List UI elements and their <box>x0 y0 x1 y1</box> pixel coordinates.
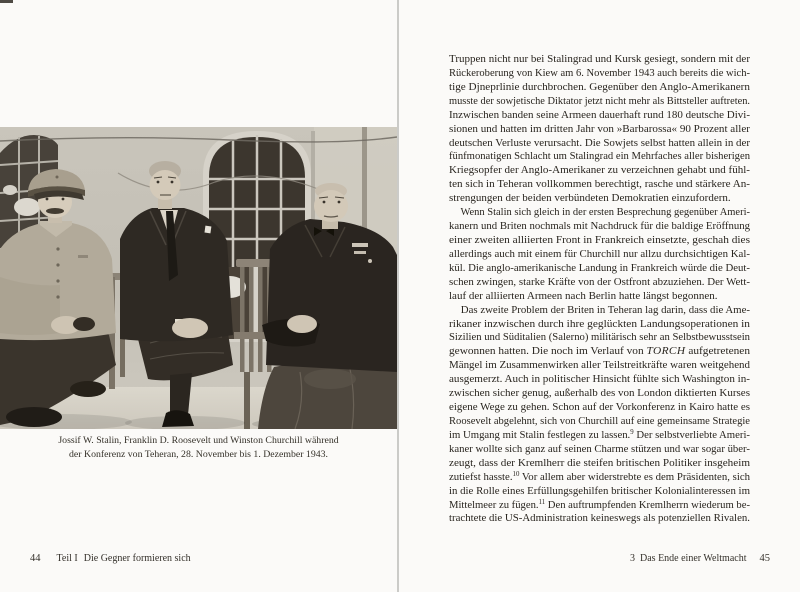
body-text <box>449 53 750 526</box>
body-text-line: Mängel im Zusammenwirken aller Teilstreitkräfte waren weitgehend <box>449 359 750 372</box>
body-text-line: allerdings auch mit einem für Churchill nur allzu durchsichtigen Kal- <box>449 247 750 260</box>
body-text-line: rikaner inzwischen durch ihre geglückten Landungsoperationen in <box>449 317 750 330</box>
body-text-line: in die Rolle eines Erfüllungsgehilfen britischer Kolonialinteressen im <box>449 484 750 497</box>
body-text-line: Rückeroberung von Kiew am 6. November 1943 auch bereits die wich- <box>449 66 750 79</box>
body-text-line: ausgemerzt. Auch in politischer Hinsicht fühlte sich Washington in- <box>449 373 750 386</box>
body-text-line: gewonnen hatten. Die noch im Verlauf von TORCH aufgetretenen <box>449 345 750 358</box>
scan-artifact <box>0 0 13 3</box>
left-chapter-title: Die Gegner formieren sich <box>83 553 191 564</box>
photo-caption-line-1: Jossif W. Stalin, Franklin D. Roosevelt und Winston Churchill während <box>58 435 339 446</box>
body-text-line: Das zweite Problem der Briten in Teheran lag darin, dass die Ame- <box>460 303 750 316</box>
part-label: Teil I <box>56 553 78 564</box>
body-text-line: fünfmonatigen Schlacht um Stalingrad ein Mehrfaches aller bisherigen <box>449 150 750 163</box>
photo-caption-line-2: der Konferenz von Teheran, 28. November bis 1. Dezember 1943. <box>69 448 328 460</box>
body-text-line: kanern und Briten nochmals mit Nachdruck für die baldige Eröffnung <box>449 220 750 233</box>
left-page-number: 44 <box>30 553 41 564</box>
chapter-number: 3 <box>630 553 636 564</box>
page-gutter <box>397 0 399 592</box>
body-text-line: Roosevelt abgelehnt, sich von Churchill auf eine gemeinsame Strategie <box>449 414 750 427</box>
body-text-line: zeugt, dass der Kremlherr die steifen britischen Politiker insgeheim <box>449 456 750 469</box>
body-text-line: eigene Wege zu gehen. Schon auf der Vorkonferenz in Kairo hatte es <box>449 401 750 414</box>
body-text-line: Kriegsopfer der Anglo-Amerikaner zu verzeichnen gehabt und fühl- <box>449 164 750 177</box>
tehran-conference-photo-art <box>0 127 397 429</box>
body-text-line: Wenn Stalin sich gleich in der ersten Besprechung gegenüber Ameri- <box>460 206 750 219</box>
photo-caption <box>0 434 397 461</box>
body-text-line: lauf der alliierten Armeen nach Berlin hatte längst begonnen. <box>449 289 718 302</box>
body-text-line: zwischen sicher genug, außerhalb des von London diktierten Kurses <box>449 387 750 400</box>
body-text-line: kül. Die anglo-amerikanische Landung in Frankreich würde die Deut- <box>449 261 750 274</box>
body-text-line: ten sich in Teheran vollkommen berechtigt, rasche und stärkere An- <box>449 178 750 191</box>
right-page-footer <box>630 553 770 564</box>
body-text-line: Sizilien und Süditalien (Salerno) militärisch sehr an Selbstbewusstsein <box>449 331 750 344</box>
body-text-line: trachtete die US-Administration keineswegs als potenziellen Rivalen. <box>449 512 750 525</box>
body-text-line: Mittelmeer zu fügen.$^{11}$ Den auftrumpfenden Kremlherrn wiederum be- <box>449 497 750 511</box>
body-text-line: kaner wollte sich ganz auf seinen Charme stützen und war sogar über- <box>449 442 750 455</box>
right-page-number: 45 <box>759 553 770 564</box>
body-text-line: Truppen nicht nur bei Stalingrad und Kursk gesiegt, sondern mit der <box>449 53 750 65</box>
body-text-line: deutschen Verluste verursacht. Die Sowjets selbst hatten allein in der <box>449 136 750 149</box>
body-text-line: im Umgang mit Stalin festlegen zu lassen.$^9$ Der selbstverliebte Ameri- <box>449 427 750 441</box>
body-text-line: Inzwischen banden seine Armeen dauerhaft rund 180 deutsche Divi- <box>449 108 750 121</box>
body-text-line: schen zwingen, starke Kräfte von der Ostfront abzuziehen. Der Wett- <box>449 275 750 288</box>
body-text-line: sionen und hatten im dritten Jahr von »Barbarossa« 90 Prozent aller <box>449 122 750 135</box>
body-text-line: einer zweiten alliierten Front in Frankreich einsetzte, geschah dies <box>449 233 750 246</box>
body-text-line: strengungen der beiden verbündeten Demokratien einzufordern. <box>449 192 731 205</box>
body-text-line: zutiefst hasste.$^{10}$ Vor allem aber widerstrebte es dem Präsidenten, sich <box>449 469 750 483</box>
body-text-line: tige Djneprlinie durchbrochen. Gegenüber den Anglo-Amerikanern <box>449 80 750 93</box>
body-text-line: musste der sowjetische Diktator jetzt nicht mehr als Bittsteller auftreten. <box>449 94 750 107</box>
tehran-conference-photo <box>0 127 397 429</box>
left-page-footer <box>30 553 191 564</box>
right-chapter-title: Das Ende einer Weltmacht <box>640 553 747 564</box>
